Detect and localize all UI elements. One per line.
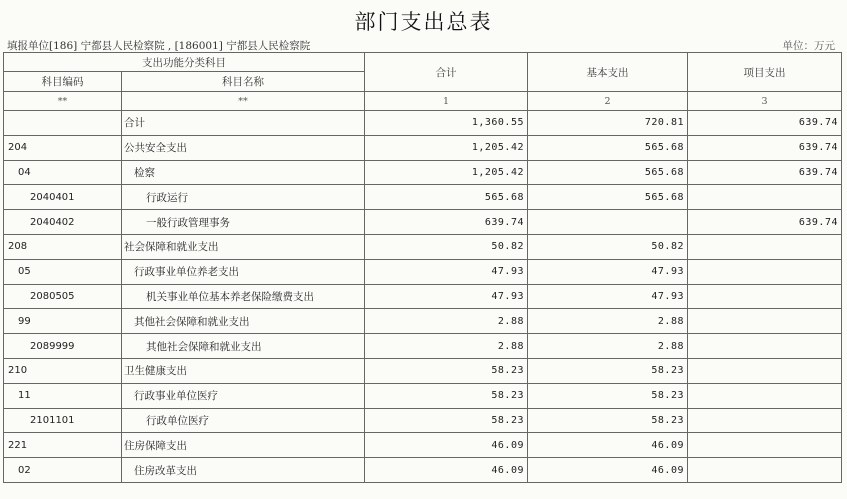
basic-expenditure-cell: 565.68 (528, 160, 688, 185)
total-cell: 2.88 (365, 309, 528, 334)
subject-name-cell: 公共安全支出 (122, 135, 365, 160)
index-code: ** (4, 92, 122, 111)
basic-expenditure-cell: 2.88 (528, 334, 688, 359)
total-cell: 58.23 (365, 358, 528, 383)
subject-name-cell: 住房保障支出 (122, 433, 365, 458)
project-expenditure-cell (688, 383, 842, 408)
total-cell: 58.23 (365, 383, 528, 408)
project-expenditure-cell (688, 284, 842, 309)
project-expenditure-cell (688, 433, 842, 458)
subject-code-cell: 05 (4, 259, 122, 284)
subject-code-cell: 208 (4, 234, 122, 259)
subject-code-cell: 2040401 (4, 185, 122, 210)
header-subject-name: 科目名称 (122, 72, 365, 92)
total-cell: 1,360.55 (365, 111, 528, 136)
total-cell: 46.09 (365, 433, 528, 458)
table-row (4, 284, 842, 309)
subject-code-cell: 2040402 (4, 210, 122, 235)
subject-name-cell: 其他社会保障和就业支出 (122, 309, 365, 334)
subject-code-cell: 210 (4, 358, 122, 383)
index-project: 3 (688, 92, 842, 111)
table-row (4, 259, 842, 284)
basic-expenditure-cell: 47.93 (528, 284, 688, 309)
report-info-line (7, 38, 835, 52)
total-cell: 1,205.42 (365, 135, 528, 160)
total-cell: 639.74 (365, 210, 528, 235)
subject-code-cell: 04 (4, 160, 122, 185)
header-basic-expenditure: 基本支出 (528, 53, 688, 92)
basic-expenditure-cell: 720.81 (528, 111, 688, 136)
subject-code-cell: 99 (4, 309, 122, 334)
basic-expenditure-cell: 58.23 (528, 383, 688, 408)
index-basic: 2 (528, 92, 688, 111)
project-expenditure-cell: 639.74 (688, 160, 842, 185)
subject-name-cell: 行政事业单位医疗 (122, 383, 365, 408)
table-row (4, 135, 842, 160)
subject-name-cell: 一般行政管理事务 (122, 210, 365, 235)
project-expenditure-cell: 639.74 (688, 135, 842, 160)
subject-name-cell: 机关事业单位基本养老保险缴费支出 (122, 284, 365, 309)
project-expenditure-cell (688, 408, 842, 433)
basic-expenditure-cell: 50.82 (528, 234, 688, 259)
subject-code-cell: 2080505 (4, 284, 122, 309)
project-expenditure-cell (688, 334, 842, 359)
project-expenditure-cell (688, 358, 842, 383)
subject-name-cell: 社会保障和就业支出 (122, 234, 365, 259)
table-row (4, 185, 842, 210)
page-title: 部门支出总表 (354, 10, 493, 34)
subject-code-cell: 2089999 (4, 334, 122, 359)
table-row (4, 458, 842, 483)
basic-expenditure-cell: 46.09 (528, 433, 688, 458)
table-row (4, 433, 842, 458)
header-total: 合计 (365, 53, 528, 92)
table-row (4, 234, 842, 259)
index-total: 1 (365, 92, 528, 111)
basic-expenditure-cell: 46.09 (528, 458, 688, 483)
subject-code-cell (4, 111, 122, 136)
header-subject-code: 科目编码 (4, 72, 122, 92)
project-expenditure-cell (688, 458, 842, 483)
basic-expenditure-cell: 58.23 (528, 358, 688, 383)
basic-expenditure-cell: 58.23 (528, 408, 688, 433)
subject-name-cell: 合计 (122, 111, 365, 136)
unit-label: 单位：万元 (782, 40, 835, 52)
total-cell: 47.93 (365, 284, 528, 309)
subject-name-cell: 行政单位医疗 (122, 408, 365, 433)
total-cell: 47.93 (365, 259, 528, 284)
table-row (4, 210, 842, 235)
basic-expenditure-cell: 565.68 (528, 185, 688, 210)
table-row (4, 383, 842, 408)
total-cell: 565.68 (365, 185, 528, 210)
basic-expenditure-cell: 565.68 (528, 135, 688, 160)
subject-name-cell: 行政事业单位养老支出 (122, 259, 365, 284)
table-row (4, 408, 842, 433)
total-cell: 1,205.42 (365, 160, 528, 185)
subject-code-cell: 02 (4, 458, 122, 483)
total-cell: 58.23 (365, 408, 528, 433)
basic-expenditure-cell (528, 210, 688, 235)
table-row (4, 334, 842, 359)
subject-code-cell: 204 (4, 135, 122, 160)
subject-code-cell: 2101101 (4, 408, 122, 433)
project-expenditure-cell: 639.74 (688, 111, 842, 136)
expenditure-table (3, 52, 842, 483)
subject-name-cell: 住房改革支出 (122, 458, 365, 483)
project-expenditure-cell (688, 309, 842, 334)
subject-name-cell: 卫生健康支出 (122, 358, 365, 383)
table-row (4, 111, 842, 136)
table-row (4, 358, 842, 383)
project-expenditure-cell: 639.74 (688, 210, 842, 235)
table-row (4, 160, 842, 185)
total-cell: 2.88 (365, 334, 528, 359)
project-expenditure-cell (688, 234, 842, 259)
subject-name-cell: 检察 (122, 160, 365, 185)
project-expenditure-cell (688, 259, 842, 284)
subject-code-cell: 221 (4, 433, 122, 458)
subject-name-cell: 其他社会保障和就业支出 (122, 334, 365, 359)
header-function-category: 支出功能分类科目 (4, 53, 365, 72)
filler-unit: 填报单位[186] 宁都县人民检察院 , [186001] 宁都县人民检察院 (7, 40, 311, 52)
subject-code-cell: 11 (4, 383, 122, 408)
basic-expenditure-cell: 2.88 (528, 309, 688, 334)
subject-name-cell: 行政运行 (122, 185, 365, 210)
table-row (4, 309, 842, 334)
header-project-expenditure: 项目支出 (688, 53, 842, 92)
index-name: ** (122, 92, 365, 111)
total-cell: 46.09 (365, 458, 528, 483)
project-expenditure-cell (688, 185, 842, 210)
total-cell: 50.82 (365, 234, 528, 259)
basic-expenditure-cell: 47.93 (528, 259, 688, 284)
